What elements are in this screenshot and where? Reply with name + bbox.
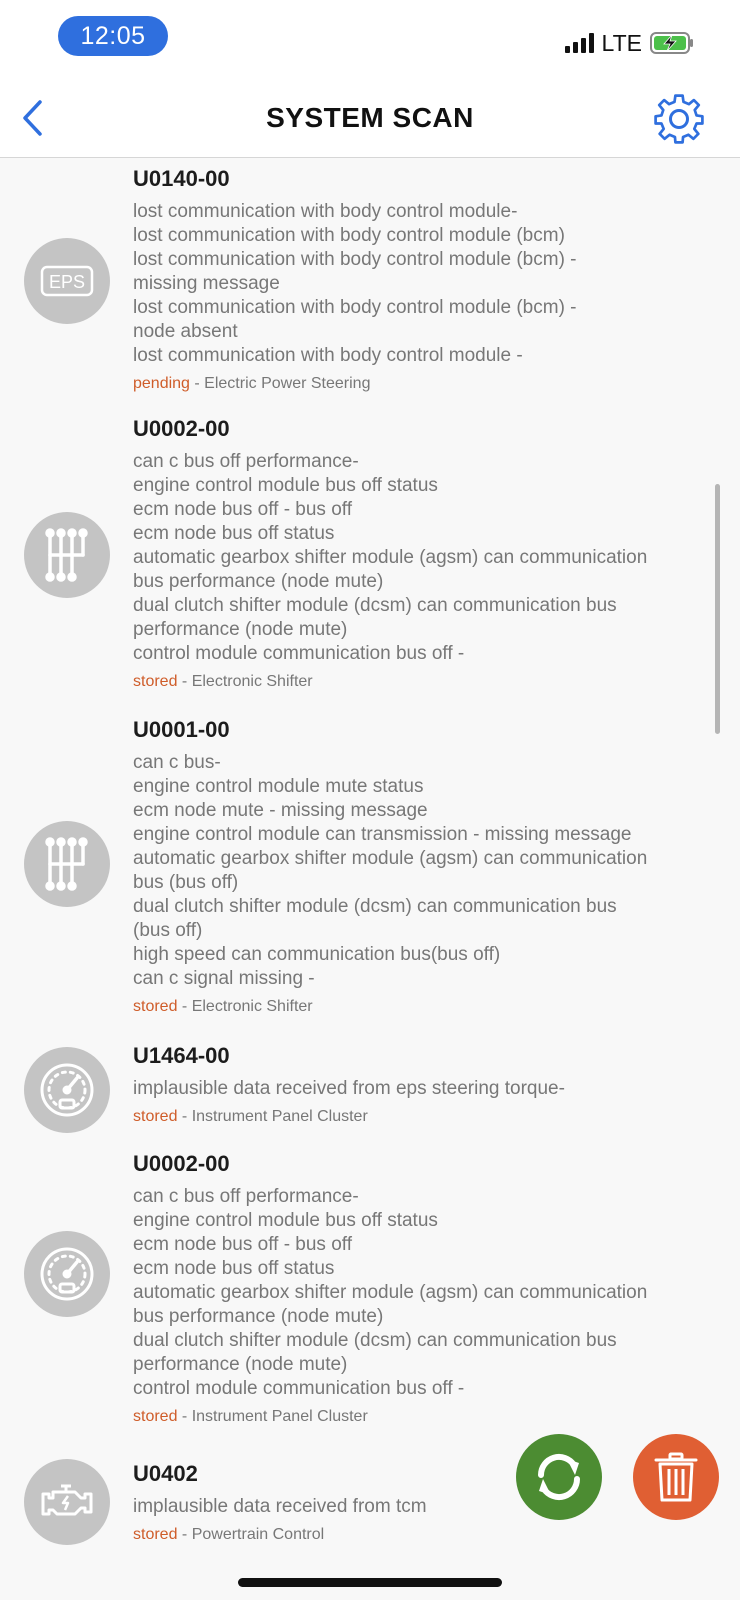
gear-shifter-icon	[24, 512, 110, 598]
dtc-code: U0002-00	[133, 416, 230, 441]
dtc-module: Electronic Shifter	[191, 998, 313, 1015]
dtc-state: stored	[133, 1408, 178, 1425]
status-time: 12:05	[58, 16, 168, 56]
dtc-meta: stored - Instrument Panel Cluster	[133, 1108, 368, 1125]
status-indicators	[565, 28, 694, 58]
dtc-code: U0001-00	[133, 717, 230, 742]
gear-shifter-icon	[24, 821, 110, 907]
dtc-description: can c bus- engine control module mute status ecm node mute - missing message engine control module can transmission - missing message automatic gearbox shifter module (agsm) can communication bus (bus off) dual clutch shifter module (dcsm) can communication bus (bus off) high speed can communication bus(bus off) can c signal missing -	[133, 752, 648, 989]
scrollbar[interactable]	[715, 484, 720, 734]
nav-bar	[0, 78, 740, 158]
dtc-module: Powertrain Control	[191, 1526, 325, 1543]
dtc-description: implausible data received from eps steering torque-	[133, 1078, 565, 1099]
eps-icon-label: EPS	[48, 272, 86, 292]
battery-charging-icon	[650, 32, 694, 54]
dtc-description: can c bus off performance- engine control module bus off status ecm node bus off - bus off ecm node bus off status automatic gearbox shifter module (agsm) can communication bus performance (node mute) dual clutch shifter module (dcsm) can communication bus performance (node mute) control module communication bus off -	[133, 451, 648, 664]
dtc-description: can c bus off performance- engine control module bus off status ecm node bus off - bus off ecm node bus off status automatic gearbox shifter module (agsm) can communication bus performance (node mute) dual clutch shifter module (dcsm) can communication bus performance (node mute) control module communication bus off -	[133, 1186, 648, 1399]
dtc-meta: stored - Electronic Shifter	[133, 673, 313, 690]
home-indicator[interactable]	[238, 1578, 502, 1587]
trash-icon	[653, 1451, 699, 1503]
list-item[interactable]	[0, 1043, 740, 1128]
dtc-module: Instrument Panel Cluster	[191, 1108, 368, 1125]
page-title: SYSTEM SCAN	[266, 102, 474, 133]
eps-icon	[24, 238, 110, 324]
dtc-module: Instrument Panel Cluster	[191, 1408, 368, 1425]
dtc-meta: stored - Powertrain Control	[133, 1526, 325, 1543]
network-type: LTE	[601, 29, 642, 56]
dtc-meta: pending - Electric Power Steering	[133, 375, 371, 392]
dtc-state: pending	[133, 375, 190, 392]
dtc-module: Electric Power Steering	[204, 375, 371, 392]
dtc-meta: stored - Instrument Panel Cluster	[133, 1408, 368, 1425]
gear-icon	[656, 96, 703, 143]
list-item[interactable]	[0, 717, 740, 1018]
list-item[interactable]	[0, 1151, 740, 1428]
dtc-meta: stored - Electronic Shifter	[133, 998, 313, 1015]
dtc-state: stored	[133, 998, 178, 1015]
dtc-module: Electronic Shifter	[191, 673, 313, 690]
dtc-description: lost communication with body control module- lost communication with body control module (bcm) lost communication with body control module (bcm) - missing message lost communication with body control module (bcm) - node absent lost communication with body control module -	[133, 201, 577, 366]
dtc-code: U0140-00	[133, 166, 230, 191]
status-bar	[0, 0, 740, 78]
signal-bars-icon	[565, 33, 594, 53]
dtc-state: stored	[133, 1526, 178, 1543]
dtc-code: U1464-00	[133, 1043, 230, 1068]
speedometer-icon	[24, 1047, 110, 1133]
dtc-code: U0402	[133, 1461, 198, 1486]
list-item[interactable]	[0, 416, 740, 693]
speedometer-icon	[24, 1231, 110, 1317]
list-item[interactable]	[0, 166, 740, 395]
list-item[interactable]	[0, 1461, 740, 1546]
delete-button[interactable]	[633, 1434, 719, 1520]
engine-icon	[24, 1459, 110, 1545]
dtc-state: stored	[133, 1108, 178, 1125]
dtc-code: U0002-00	[133, 1151, 230, 1176]
settings-button[interactable]	[650, 90, 708, 148]
dtc-description: implausible data received from tcm	[133, 1496, 427, 1517]
dtc-state: stored	[133, 673, 178, 690]
refresh-button[interactable]	[516, 1434, 602, 1520]
trouble-code-list[interactable]	[0, 159, 740, 1600]
refresh-icon	[531, 1449, 587, 1505]
